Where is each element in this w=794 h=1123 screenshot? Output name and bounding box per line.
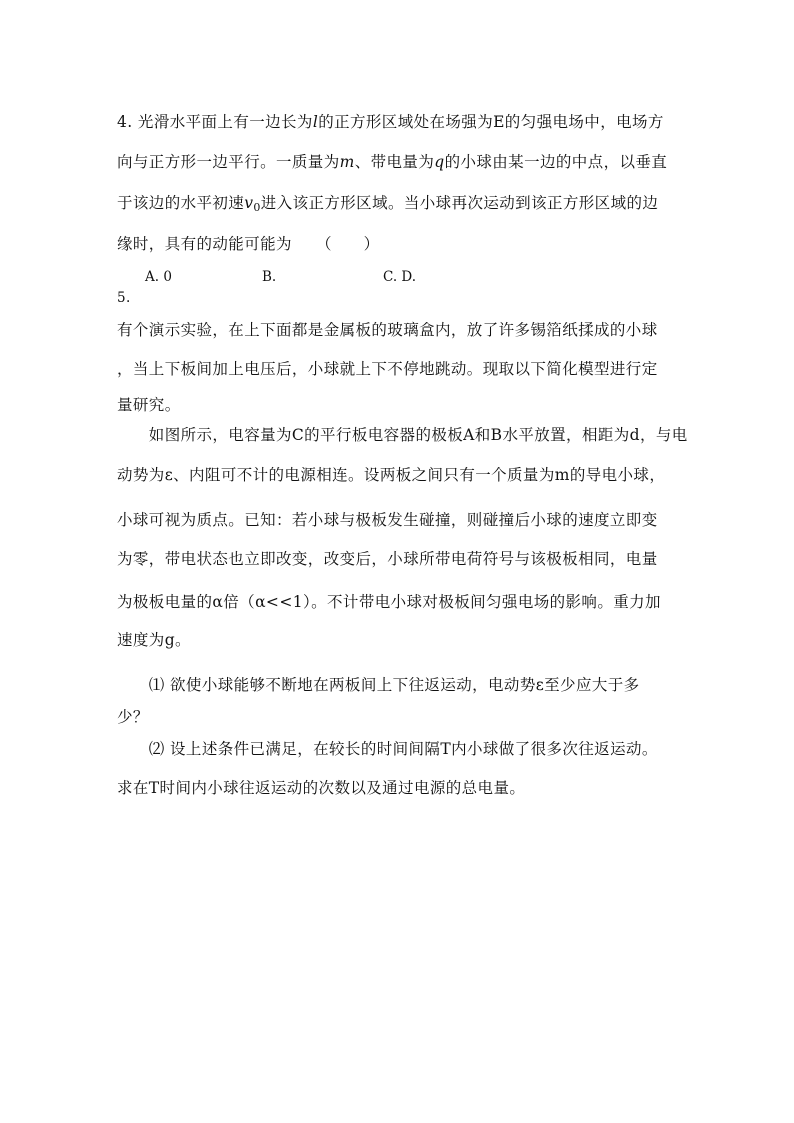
text: 向与正方形一边平行。一质量为 bbox=[117, 153, 340, 171]
symbol-m: m bbox=[339, 153, 355, 171]
text: 于该边的水平初速 bbox=[117, 194, 245, 212]
question-5-line: 小球可视为质点。已知：若小球与极板发生碰撞，则碰撞后小球的速度立即变 bbox=[117, 511, 658, 529]
question-5-line: 量研究。 bbox=[117, 396, 181, 414]
symbol-q: q bbox=[434, 153, 445, 171]
text: 、带电量为 bbox=[354, 153, 435, 171]
question-5-line: 有个演示实验，在上下面都是金属板的玻璃盒内，放了许多锡箔纸揉成的小球 bbox=[117, 321, 658, 339]
subscript-0: 0 bbox=[253, 201, 261, 214]
text: 的小球由某一边的中点，以垂直 bbox=[444, 153, 668, 171]
question-5-sub-1: ⑴ 欲使小球能够不断地在两板间上下往返运动，电动势ε至少应大于多 bbox=[117, 676, 640, 694]
symbol-v: v bbox=[244, 194, 254, 212]
question-5-line: 求在T时间内小球往返运动的次数以及通过电源的总电量。 bbox=[117, 779, 526, 797]
question-5-number: 5. bbox=[117, 290, 131, 306]
question-5-line: 为零，带电状态也立即改变，改变后，小球所带电荷符号与该极板相同，电量 bbox=[117, 550, 658, 568]
question-4-line-4: 缘时，具有的动能可能为 （ ） bbox=[117, 235, 380, 253]
option-b: B. bbox=[262, 269, 277, 285]
question-5-line: 动势为ε、内阻可不计的电源相连。设两板之间只有一个质量为m的导电小球， bbox=[117, 466, 666, 484]
question-5-line: 少？ bbox=[117, 708, 149, 726]
question-4-line-1 bbox=[117, 110, 664, 132]
option-c-d: C. D. bbox=[383, 269, 417, 285]
question-5-line: ，当上下板间加上电压后，小球就上下不停地跳动。现取以下简化模型进行定 bbox=[117, 360, 658, 378]
question-4-line-2 bbox=[117, 150, 667, 172]
question-5-line: 为极板电量的α倍（α<<1）。不计带电小球对极板间匀强电场的影响。重力加 bbox=[117, 593, 661, 611]
question-5-line: 速度为g。 bbox=[117, 631, 191, 649]
question-4-line-3 bbox=[117, 191, 658, 214]
question-5-line: 如图所示，电容量为C的平行板电容器的极板A和B水平放置，相距为d，与电 bbox=[117, 426, 688, 444]
option-a: A. 0 bbox=[145, 269, 172, 285]
text: 进入该正方形区域。当小球再次运动到该正方形区域的边 bbox=[260, 194, 659, 212]
text: 4. 光滑水平面上有一边长为 bbox=[117, 113, 313, 131]
text: 的正方形区域处在场强为E的匀强电场中，电场方 bbox=[318, 113, 664, 131]
question-5-sub-2: ⑵ 设上述条件已满足，在较长的时间间隔T内小球做了很多次往返运动。 bbox=[117, 740, 658, 758]
symbol-l: l bbox=[312, 113, 319, 131]
